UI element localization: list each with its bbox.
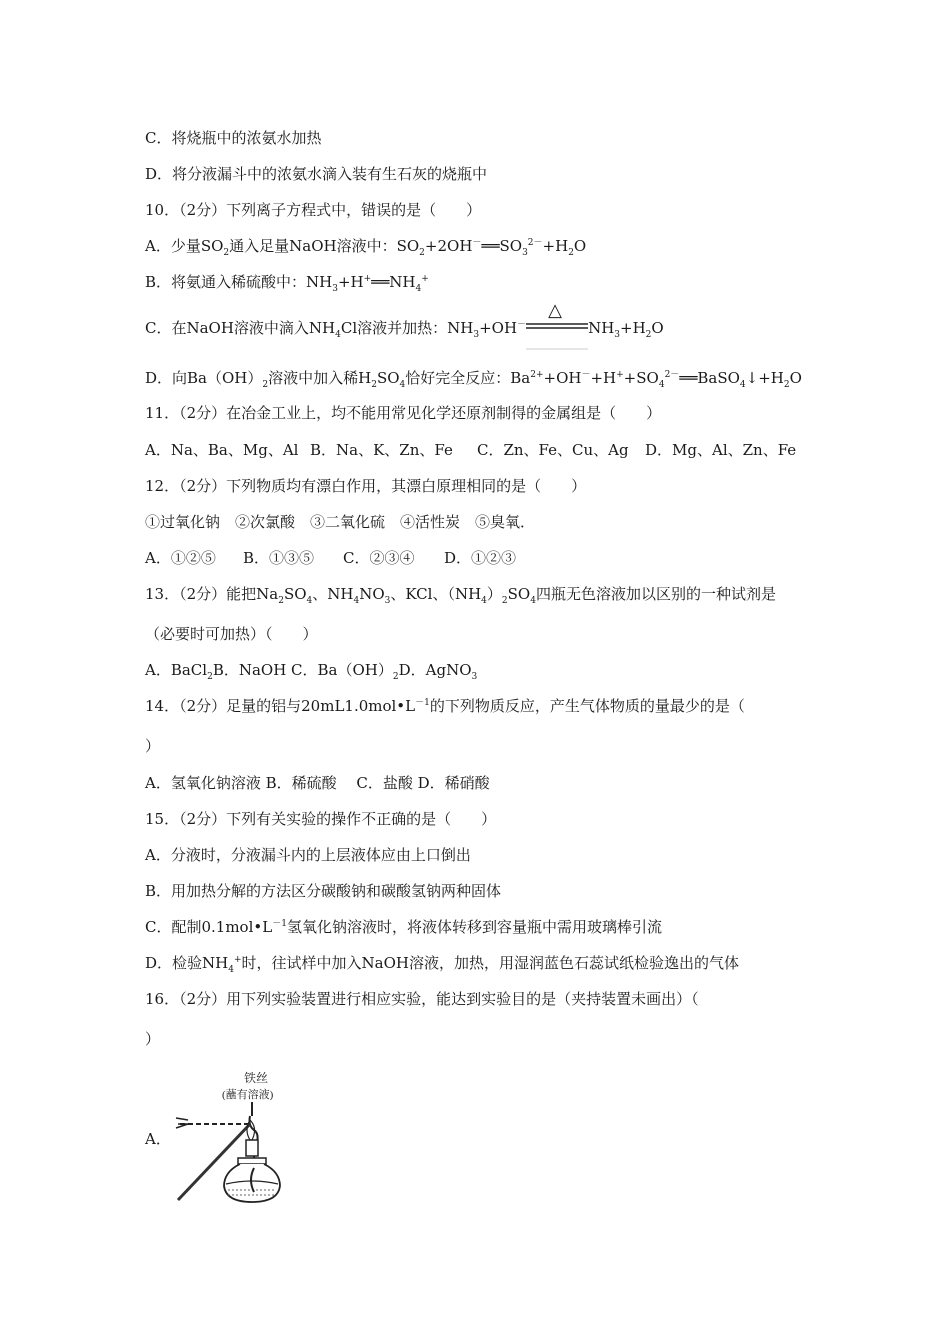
q11-options	[145, 440, 796, 460]
delta-icon: △	[548, 300, 562, 321]
heating-equals-sign	[526, 300, 588, 339]
q15-option-a: A．分液时，分液漏斗内的上层液体应由上口倒出	[145, 846, 471, 864]
q12-options	[145, 548, 516, 568]
question-10: 10．（2分）下列离子方程式中，错误的是（ ）	[145, 201, 482, 219]
alcohol-lamp-figure	[168, 1068, 296, 1206]
q11-option-b: B．Na、K、Zn、Fe	[310, 441, 453, 459]
q12-option-a: A．①②⑤	[145, 549, 216, 567]
line-option-d: D．将分液漏斗中的浓氨水滴入装有生石灰的烧瓶中	[145, 165, 488, 183]
question-13: 13．（2分）能把$Na_2SO_4$、$NH_4NO_3$、KCl、$(NH_4)_2SO_4$四瓶无色溶液加以区别的一种试剂是	[145, 585, 776, 606]
q15-option-c: C．配制$0.1mol•L^{-1}$氢氧化钠溶液时，将液体转移到容量瓶中需用玻璃棒引流	[145, 918, 662, 936]
q11-option-a: A．Na、Ba、Mg、Al	[145, 441, 299, 459]
q10-option-c: C．在NaOH溶液中滴入$NH_4Cl$溶液并加热：$NH_3+OH^-$ △ $NH_3+H_2O$	[145, 318, 664, 339]
q15-option-b: B．用加热分解的方法区分碳酸钠和碳酸氢钠两种固体	[145, 882, 502, 900]
question-11: 11．（2分）在冶金工业上，均不能用常见化学还原剂制得的金属组是（ ）	[145, 404, 662, 422]
q15-option-d: D．检验$NH_4^+$时，往试样中加入NaOH溶液，加热，用湿润蓝色石蕊试纸检验逸出的气体	[145, 954, 739, 975]
q11-option-d: D．Mg、Al、Zn、Fe	[645, 441, 797, 459]
q11-option-c: C．Zn、Fe、Cu、Ag	[477, 441, 629, 459]
q16-option-a-label: A．	[145, 1130, 171, 1148]
double-bar-icon	[526, 311, 588, 351]
question-14: 14．（2分）足量的铝与$20mL1.0mol•L^{-1}$的下列物质反应，产生气体物质的量最少的是（	[145, 697, 745, 715]
line-option-c: C．将烧瓶中的浓氨水加热	[145, 129, 322, 147]
q12-option-d: D．①②③	[444, 549, 517, 567]
question-16-line2: ）	[145, 1030, 161, 1048]
question-12: 12．（2分）下列物质均有漂白作用，其漂白原理相同的是（ ）	[145, 477, 587, 495]
q10-option-b: B．将氨通入稀硫酸中：$NH_3+H^+══NH_4^+$	[145, 273, 429, 294]
question-13-line2: （必要时可加热）（ ）	[145, 625, 318, 643]
q13-options: A．BaCl$_2$B．NaOH C．$Ba(OH)_2D$．AgNO$_3$	[145, 661, 478, 682]
question-14-line2: ）	[145, 737, 161, 755]
q12-option-b: B．①③⑤	[243, 549, 315, 567]
question-15: 15．（2分）下列有关实验的操作不正确的是（ ）	[145, 810, 497, 828]
q14-options: A．氢氧化钠溶液 B．稀硫酸 C．盐酸 D．稀硝酸	[145, 774, 490, 792]
flame-test-apparatus-icon	[168, 1068, 296, 1206]
q10-option-a: A．少量$SO_2$通入足量NaOH溶液中：$SO_2+2OH^-══SO_3^{2-}+H_2O$	[145, 237, 587, 258]
q12-items: ①过氧化钠 ②次氯酸 ③二氧化硫 ④活性炭 ⑤臭氧．	[145, 513, 536, 531]
q10-option-d: D．向$Ba(OH)_2$溶液中加入稀$H_2SO_4$恰好完全反应：$Ba^{2+}+OH^-+H^++SO_4^{2-}══BaSO_4↓+H_2O$	[145, 369, 802, 390]
q12-option-c: C．②③④	[343, 549, 415, 567]
question-16: 16．（2分）用下列实验装置进行相应实验，能达到实验目的是（夹持装置未画出）（	[145, 990, 699, 1008]
fig-label-iron-wire: 铁丝	[244, 1071, 269, 1085]
fig-label-dipped: (蘸有溶液)	[222, 1089, 274, 1101]
